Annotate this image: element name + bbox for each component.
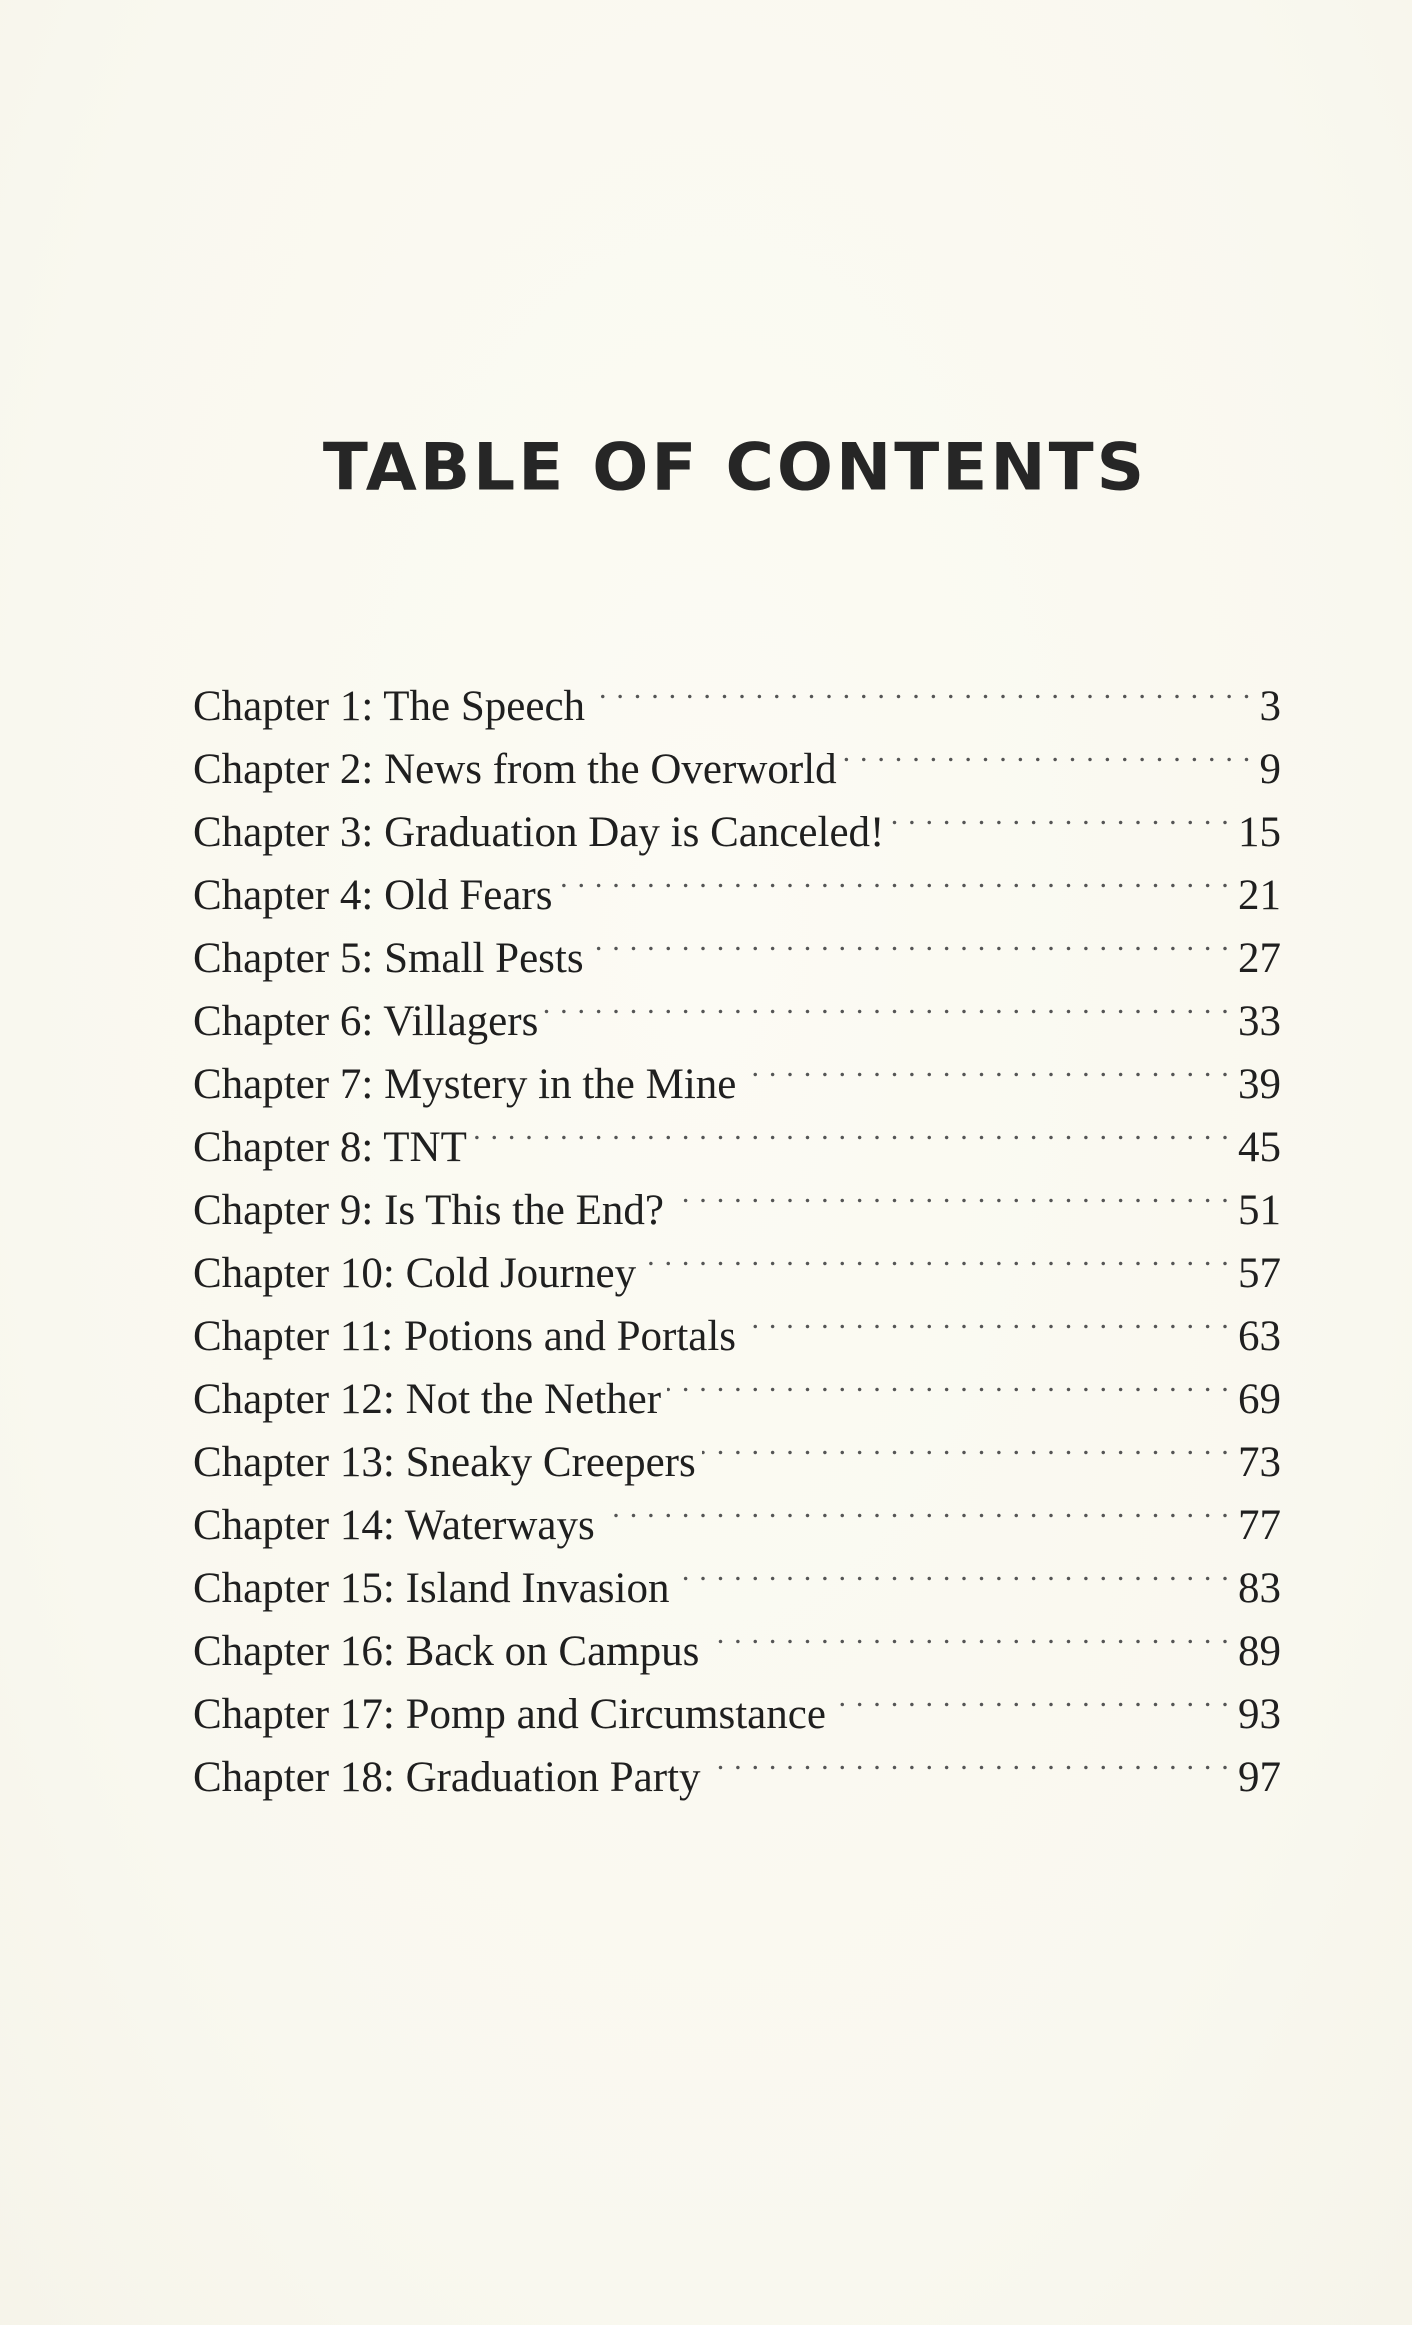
toc-entry-page-number: 21 [1238,872,1281,919]
toc-entry-page-number: 93 [1238,1691,1281,1738]
toc-entry-page-number: 45 [1238,1124,1281,1171]
toc-entry-page-number: 83 [1238,1565,1281,1612]
toc-entry-title: Chapter 11: Potions and Portals [193,1313,737,1360]
toc-entry-page-number: 9 [1259,746,1281,793]
toc-entry-title: Chapter 4: Old Fears [193,872,553,919]
toc-dot-leader [832,1665,1230,1728]
toc-entry-page-number: 3 [1259,683,1281,730]
toc-entry-page-number: 27 [1238,935,1281,982]
table-of-contents-list [193,657,1281,1801]
toc-dot-leader [843,720,1252,783]
toc-entry-title: Chapter 6: Villagers [193,998,539,1045]
toc-entry-title: Chapter 18: Graduation Party [193,1754,701,1801]
toc-dot-leader [591,657,1251,720]
toc-dot-leader [558,846,1230,909]
toc-entry-title: Chapter 14: Waterways [193,1502,595,1549]
toc-dot-leader [702,1413,1230,1476]
toc-entry-title: Chapter 13: Sneaky Creepers [193,1439,696,1486]
toc-dot-leader [667,1350,1230,1413]
toc-dot-leader [601,1476,1230,1539]
toc-entry-page-number: 15 [1238,809,1281,856]
toc-dot-leader [890,783,1230,846]
toc-entry-title: Chapter 15: Island Invasion [193,1565,670,1612]
toc-entry-page-number: 89 [1238,1628,1281,1675]
toc-entry-page-number: 39 [1238,1061,1281,1108]
toc-entry-title: Chapter 12: Not the Nether [193,1376,662,1423]
toc-dot-leader [473,1098,1230,1161]
toc-entry [193,657,1281,730]
toc-entry-page-number: 57 [1238,1250,1281,1297]
toc-dot-leader [707,1728,1230,1791]
toc-entry-page-number: 33 [1238,998,1281,1045]
toc-entry-title: Chapter 16: Back on Campus [193,1628,700,1675]
toc-entry-title: Chapter 8: TNT [193,1124,467,1171]
toc-dot-leader [642,1224,1230,1287]
toc-dot-leader [705,1602,1230,1665]
toc-entry-title: Chapter 2: News from the Overworld [193,746,837,793]
page-title: TABLE OF CONTENTS [322,429,1148,506]
toc-entry-title: Chapter 9: Is This the End? [193,1187,664,1234]
toc-dot-leader [670,1161,1230,1224]
toc-entry-page-number: 73 [1238,1439,1281,1486]
toc-entry-title: Chapter 17: Pomp and Circumstance [193,1691,826,1738]
toc-entry-title: Chapter 5: Small Pests [193,935,584,982]
toc-dot-leader [676,1539,1231,1602]
toc-dot-leader [590,909,1230,972]
toc-entry-page-number: 51 [1238,1187,1281,1234]
toc-dot-leader [544,972,1230,1035]
toc-entry-title: Chapter 1: The Speech [193,683,586,730]
toc-entry-page-number: 63 [1238,1313,1281,1360]
toc-dot-leader [742,1287,1230,1350]
toc-entry-page-number: 69 [1238,1376,1281,1423]
toc-entry-page-number: 77 [1238,1502,1281,1549]
toc-entry-page-number: 97 [1238,1754,1281,1801]
toc-entry-title: Chapter 10: Cold Journey [193,1250,637,1297]
toc-dot-leader [742,1035,1230,1098]
toc-entry-title: Chapter 7: Mystery in the Mine [193,1061,737,1108]
toc-entry-title: Chapter 3: Graduation Day is Canceled! [193,809,885,856]
